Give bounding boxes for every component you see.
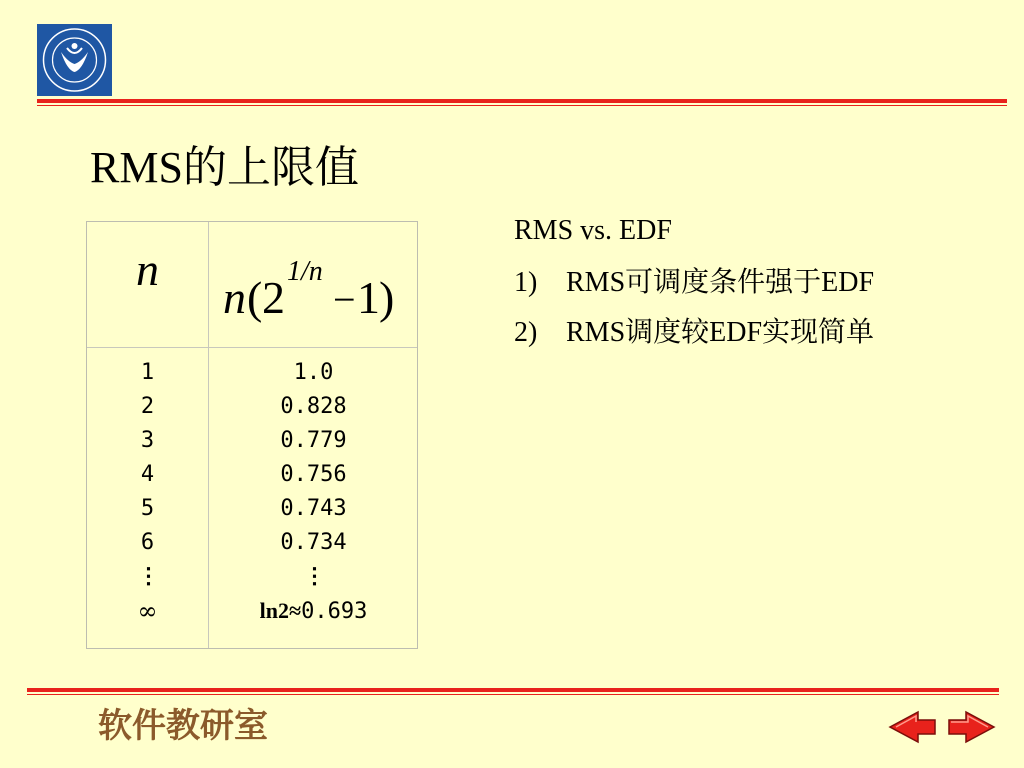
utilization-bound-table: [86, 221, 418, 649]
title-latin: RMS: [90, 143, 183, 192]
formula-close-paren: ): [379, 272, 395, 323]
n-cell: 3: [140, 428, 155, 453]
comparison-notes: [514, 214, 906, 366]
limit-prefix: ln2≈: [259, 598, 302, 623]
note-number: 1): [514, 267, 538, 298]
footer-label: 软件教研室: [98, 706, 268, 746]
notes-heading: RMS vs. EDF: [514, 215, 672, 246]
bottom-divider: [27, 688, 999, 695]
n-cell: 6: [140, 530, 155, 555]
formula-minus: −: [333, 277, 356, 322]
note-text: RMS可调度条件强于EDF: [566, 267, 875, 298]
next-arrow-icon: [946, 710, 996, 744]
n-infinity: ∞: [137, 597, 158, 625]
bound-cell: 0.779: [280, 428, 347, 453]
n-ellipsis: ⋮: [137, 564, 158, 589]
prev-slide-button[interactable]: [888, 710, 938, 744]
n-cell: 2: [140, 394, 155, 419]
formula-base: 2: [262, 272, 285, 323]
title-cjk: 的上限值: [182, 142, 359, 193]
header-formula: [215, 238, 415, 328]
bound-cell: 0.743: [280, 496, 347, 521]
n-cell: 1: [140, 360, 155, 385]
bound-cell: 0.734: [280, 530, 347, 555]
note-item: [514, 266, 906, 300]
note-item: [514, 316, 906, 350]
bound-cell: 0.828: [280, 394, 347, 419]
formula-open-paren: (: [247, 272, 263, 323]
top-divider: [37, 99, 1007, 106]
prev-arrow-icon: [888, 710, 938, 744]
bound-column: [208, 356, 419, 628]
table-header-divider: [87, 347, 417, 348]
bound-limit: [208, 594, 419, 628]
n-column: [87, 356, 208, 628]
slide-title: [90, 140, 359, 196]
note-number: 2): [514, 317, 538, 348]
bound-ellipsis: ⋮: [303, 564, 324, 589]
next-slide-button[interactable]: [946, 710, 996, 744]
bound-cell: 0.756: [280, 462, 347, 487]
formula-one: 1: [357, 272, 380, 323]
bound-cell: 1.0: [293, 360, 334, 385]
formula-exponent: 1/n: [287, 256, 323, 287]
header-n: n: [136, 244, 159, 295]
limit-value: 0.693: [301, 599, 368, 624]
n-cell: 5: [140, 496, 155, 521]
formula-n: n: [223, 272, 246, 323]
university-logo: [37, 24, 112, 96]
n-cell: 4: [140, 462, 155, 487]
note-text: RMS调度较EDF实现简单: [566, 317, 875, 348]
